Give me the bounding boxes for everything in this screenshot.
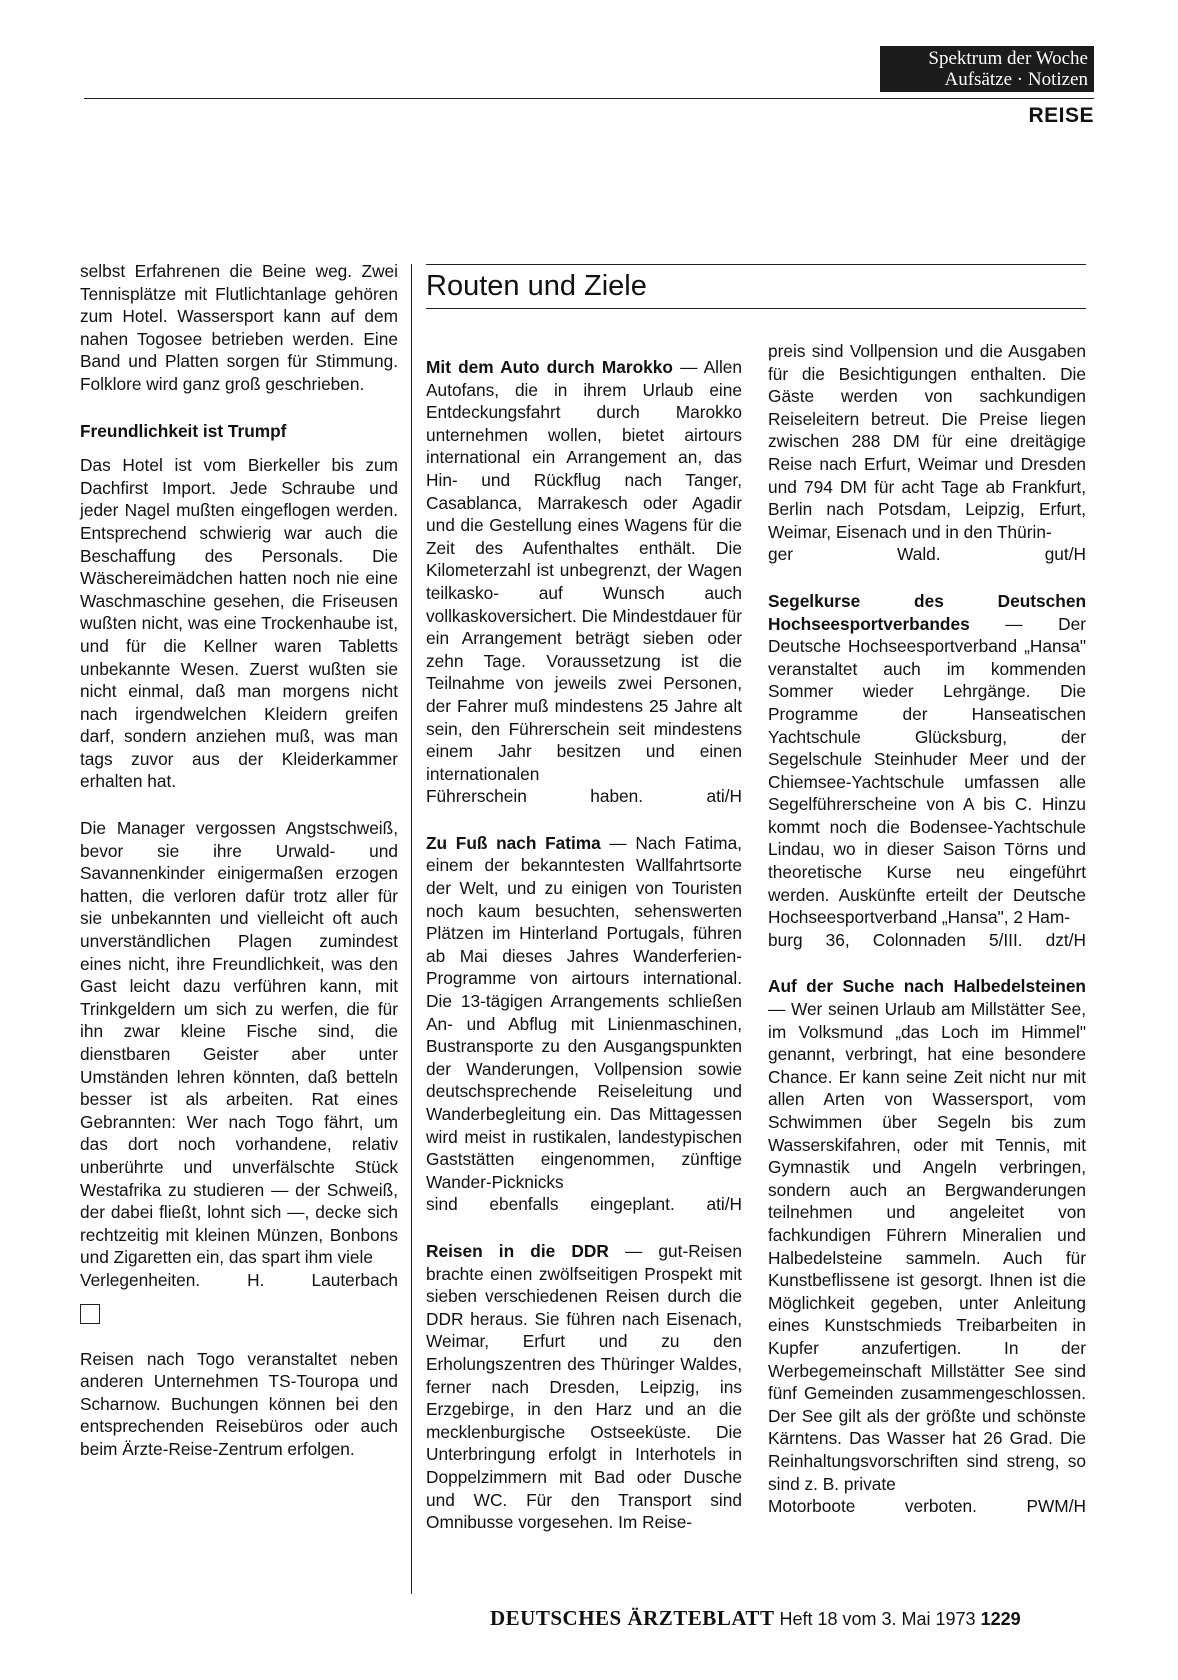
column-middle (426, 356, 742, 1534)
column-divider (411, 264, 412, 1594)
article-last-line: Führerschein haben. (426, 786, 644, 807)
author-signature: H. Lauterbach (247, 1269, 398, 1290)
issue-info: Heft 18 vom 3. Mai 1973 (779, 1609, 976, 1629)
paragraph: selbst Erfahrenen die Beine weg. Zwei Tennisplätze mit Flutlichtanlage gehören zum Hotel. Wassersport kann auf dem nahen Togosee betrieben werden. Eine Band und Platten sorgen für Stimmung. Folklore wird ganz groß geschrieben. (80, 261, 398, 394)
signature-line (426, 785, 742, 808)
page-number: 1229 (980, 1609, 1021, 1629)
paragraph: Das Hotel ist vom Bierkeller bis zum Dachfirst Import. Jede Schraube und jeder Nagel mußten eingeflogen werden. Entsprechend schwierig war auch die Beschaffung des Personals. Die Wäschereimädchen hatten noch nie eine Waschmaschine gesehen, die Friseusen wußten nicht, was eine Trockenhaube ist, und für die Kellner waren Tabletts unbekannte Wesen. Zuerst wußten sie nicht einmal, daß man morgens nicht nach irgendwelchen Kleidern greifen darf, sondern anziehen muß, was man tags zuvor aus der Kleiderkammer erhalten hat. (80, 455, 398, 792)
article-body: — Nach Fatima, einem der bekanntesten Wallfahrtsorte der Welt, und zu einigen von Touristen noch kaum besuchten, sehenswerten Plätzen im Hinterland Portugals, führen ab Mai dieses Jahres Wanderferien-Programme von airtours international. Die 13-tägigen Arrangements schließen An- und Abflug mit Linienmaschinen, Bustransporte zu den Ausgangspunkten der Wanderungen, Vollpension sowie deutschsprechende Reiseleitung und Wanderbegleitung ein. Das Mittagessen wird meist in rustikalen, landestypischen Gaststätten eingenommen, zünftige Wander-Picknicks (426, 832, 742, 1192)
signature-line (426, 1193, 742, 1216)
subheading: Freundlichkeit ist Trumpf (80, 420, 287, 441)
article-title: Zu Fuß nach Fatima (426, 832, 601, 853)
article-title: Reisen in die DDR (426, 1240, 609, 1261)
end-of-article-box-icon (80, 1304, 100, 1324)
paragraph: Reisen nach Togo veranstaltet neben anderen Unternehmen TS-Touropa und Scharnow. Buchungen können bei den entsprechenden Reisebüros oder auch beim Ärzte-Reise-Zentrum erfolgen. (80, 1348, 398, 1459)
author-signature: dzt/H (1045, 929, 1086, 950)
header-rule (84, 98, 1094, 99)
article-paragraph (426, 1240, 742, 1534)
article-last-line: burg 36, Colonnaden 5/III. (768, 929, 1023, 950)
article-title: Segelkurse des Deutschen Hochseesportverbandes (768, 590, 1086, 634)
headline-rule-bottom (426, 308, 1086, 309)
article-paragraph (426, 832, 742, 1194)
header-box-line2: Aufsätze · Notizen (944, 69, 1088, 90)
article-body: — gut-Reisen brachte einen zwölfseitigen Prospekt mit sieben verschiedenen Reisen durch die DDR heraus. Sie führen nach Eisenach, Weimar, Erfurt und zu den Erholungszentren des Thüringer Waldes, ferner nach Dresden, Leipzig, ins Erzgebirge, in den Harz und an die mecklenburgische Ostseeküste. Die Unterbringung erfolgt in Interhotels in Doppelzimmern mit Bad oder Dusche und WC. Für den Transport sind Omnibusse vorgesehen. Im Reise- (426, 1240, 742, 1533)
section-label: REISE (1028, 104, 1094, 127)
section-headline: Routen und Ziele (426, 270, 647, 302)
article-last-line: sind ebenfalls eingeplant. (426, 1194, 675, 1215)
magazine-name: DEUTSCHES ÄRZTEBLATT (490, 1606, 775, 1630)
author-signature: PWM/H (1026, 1496, 1086, 1517)
article-title: Auf der Suche nach Halbedelsteinen (768, 976, 1086, 997)
author-signature: gut/H (1044, 544, 1086, 565)
article-paragraph (768, 975, 1086, 1495)
headline-rule-top (426, 264, 1086, 265)
header-box (880, 46, 1094, 92)
article-last-line: ger Wald. (768, 544, 941, 565)
paragraph-text: Die Manager vergossen Angstschweiß, bevor sie ihre Urwald- und Savannenkinder einigermaßen erzogen hatten, die verloren dafür trotz aller für sie unbekannten und vielleicht oft auch unverständlichen Plagen zumindest eines nicht, ihre Freundlichkeit, was den Gast leicht dazu verführen kann, mit Trinkgeldern um sich zu werfen, die für ihn zwar kleine Fische sind, die dienstbaren Geister aber unter Umständen lehren könnten, daß betteln besser ist als arbeiten. Rat eines Gebrannten: Wer nach Togo fährt, um das dort noch vorhandene, relativ unberührte und unverfälschte Stück Westafrika zu studieren — der Schweiß, der dabei fließt, lohnt sich —, decke sich rechtzeitig mit kleinen Münzen, Bonbons und Zigaretten ein, das spart ihm viele (80, 818, 398, 1268)
paragraph (80, 817, 398, 1269)
article-paragraph (426, 356, 742, 785)
column-right (768, 340, 1086, 1518)
page-footer (490, 1606, 1021, 1631)
paragraph-last-line: Verlegenheiten. (80, 1269, 201, 1290)
header-box-line1: Spektrum der Woche (928, 48, 1088, 69)
signature-line (768, 1495, 1086, 1518)
article-last-line: Motorboote verboten. (768, 1496, 977, 1517)
signature-line (768, 543, 1086, 566)
author-signature: ati/H (706, 786, 742, 807)
signature-line (80, 1269, 398, 1292)
signature-line (768, 929, 1086, 952)
article-body: — Wer seinen Urlaub am Millstätter See, im Volksmund „das Loch im Himmel" genannt, verbringt, hat eine besondere Chance. Er kann seine Zeit nicht nur mit allen Arten von Wassersport, vom Schwimmen über Segeln bis zum Wasserskifahren, oder mit Tennis, mit Gymnastik und Angeln verbringen, sondern auch an Bergwanderungen teilnehmen und angeleitet von fachkundigen Führern Mineralien und Halbedelsteine sammeln. Auch für Kunstbeflissene ist gesorgt. Ihnen ist die Möglichkeit gegeben, unter Anleitung eines Kunstschmieds Treibarbeiten in Kupfer anzufertigen. In der Werbegemeinschaft Millstätter See sind fünf Gemeinden zusammengeschlossen. Der See gilt als der größte und schönste Kärntens. Das Wasser hat 26 Grad. Die Reinhaltungsvorschriften sind streng, so sind z. B. private (768, 999, 1086, 1494)
article-body: — Der Deutsche Hochseesportverband „Hansa" veranstaltet auch im kommenden Sommer wieder Lehrgänge. Die Programme der Hanseatischen Yachtschule Glücksburg, der Segelschule Steinhuder Meer und der Chiemsee-Yachtschule umfassen alle Segelführerscheine von A bis C. Hinzu kommt noch die Bodensee-Yachtschule Lindau, wo in dieser Saison Törns und theoretische Kurse neu eingeführt werden. Auskünfte erteilt der Deutsche Hochseesportverband „Hansa", 2 Ham- (768, 613, 1086, 928)
article-title: Mit dem Auto durch Marokko (426, 357, 673, 377)
column-left (80, 260, 398, 1461)
article-paragraph: preis sind Vollpension und die Ausgaben für die Besichtigungen enthalten. Die Gäste werden von sachkundigen Reiseleitern betreut. Die Preise liegen zwischen 288 DM für eine dreitägige Reise nach Erfurt, Weimar und Dresden und 794 DM für acht Tage ab Frankfurt, Berlin nach Potsdam, Leipzig, Erfurt, Weimar, Eisenach und in den Thürin- (768, 341, 1086, 542)
article-paragraph (768, 590, 1086, 929)
author-signature: ati/H (706, 1194, 742, 1215)
article-body: — Allen Autofans, die in ihrem Urlaub eine Entdeckungsfahrt durch Marokko unternehmen wollen, bietet airtours international ein Arrangement an, das Hin- und Rückflug nach Tanger, Casablanca, Marrakesch oder Agadir und die Gestellung eines Wagens für die Zeit des Aufenthaltes enthält. Die Kilometerzahl ist unbegrenzt, der Wagen teilkasko- auf Wunsch auch vollkaskoversichert. Die Mindestdauer für ein Arrangement beträgt sieben oder zehn Tage. Voraussetzung ist die Teilnahme von jeweils zwei Personen, der Fahrer muß mindestens 25 Jahre alt sein, den Führerschein seit mindestens einem Jahr besitzen und einen internationalen (426, 357, 743, 784)
